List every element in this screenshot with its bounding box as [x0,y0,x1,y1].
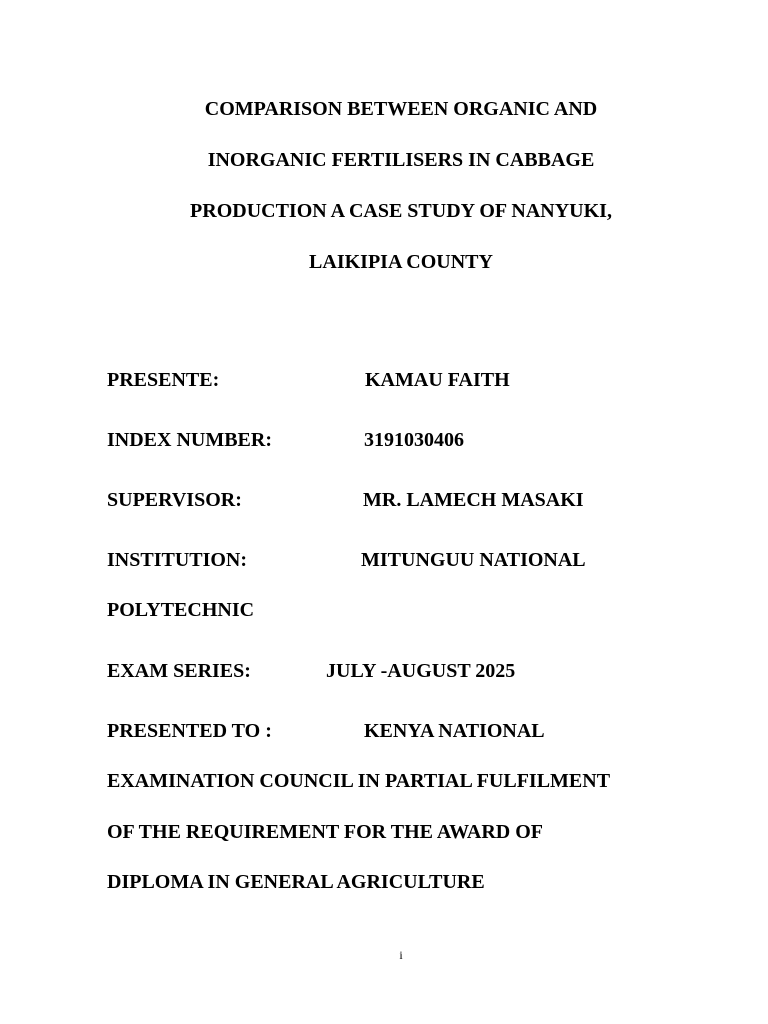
presenter-label: PRESENTE: [107,369,220,391]
title-line-3: PRODUCTION A CASE STUDY OF NANYUKI, [190,200,612,222]
institution-value: MITUNGUU NATIONAL [361,549,586,571]
supervisor-label: SUPERVISOR: [107,489,242,511]
exam-series-label: EXAM SERIES: [107,660,251,682]
exam-series-value: JULY -AUGUST 2025 [326,660,516,682]
title-line-1: COMPARISON BETWEEN ORGANIC AND [204,98,598,120]
title-line-2: INORGANIC FERTILISERS IN CABBAGE [207,149,595,171]
presented-to-continuation-1: EXAMINATION COUNCIL IN PARTIAL FULFILMENT [107,770,611,792]
index-number-label: INDEX NUMBER: [107,429,272,451]
supervisor-value: MR. LAMECH MASAKI [363,489,584,511]
presented-to-label: PRESENTED TO : [107,720,272,742]
institution-label: INSTITUTION: [107,549,248,571]
presented-to-continuation-3: DIPLOMA IN GENERAL AGRICULTURE [107,871,485,893]
index-number-value: 3191030406 [364,429,464,451]
page-number: i [399,948,403,962]
title-line-4: LAIKIPIA COUNTY [309,251,493,273]
presented-to-continuation-2: OF THE REQUIREMENT FOR THE AWARD OF [107,821,543,843]
presented-to-value: KENYA NATIONAL [364,720,545,742]
presenter-value: KAMAU FAITH [365,369,510,391]
institution-continuation: POLYTECHNIC [107,599,255,621]
